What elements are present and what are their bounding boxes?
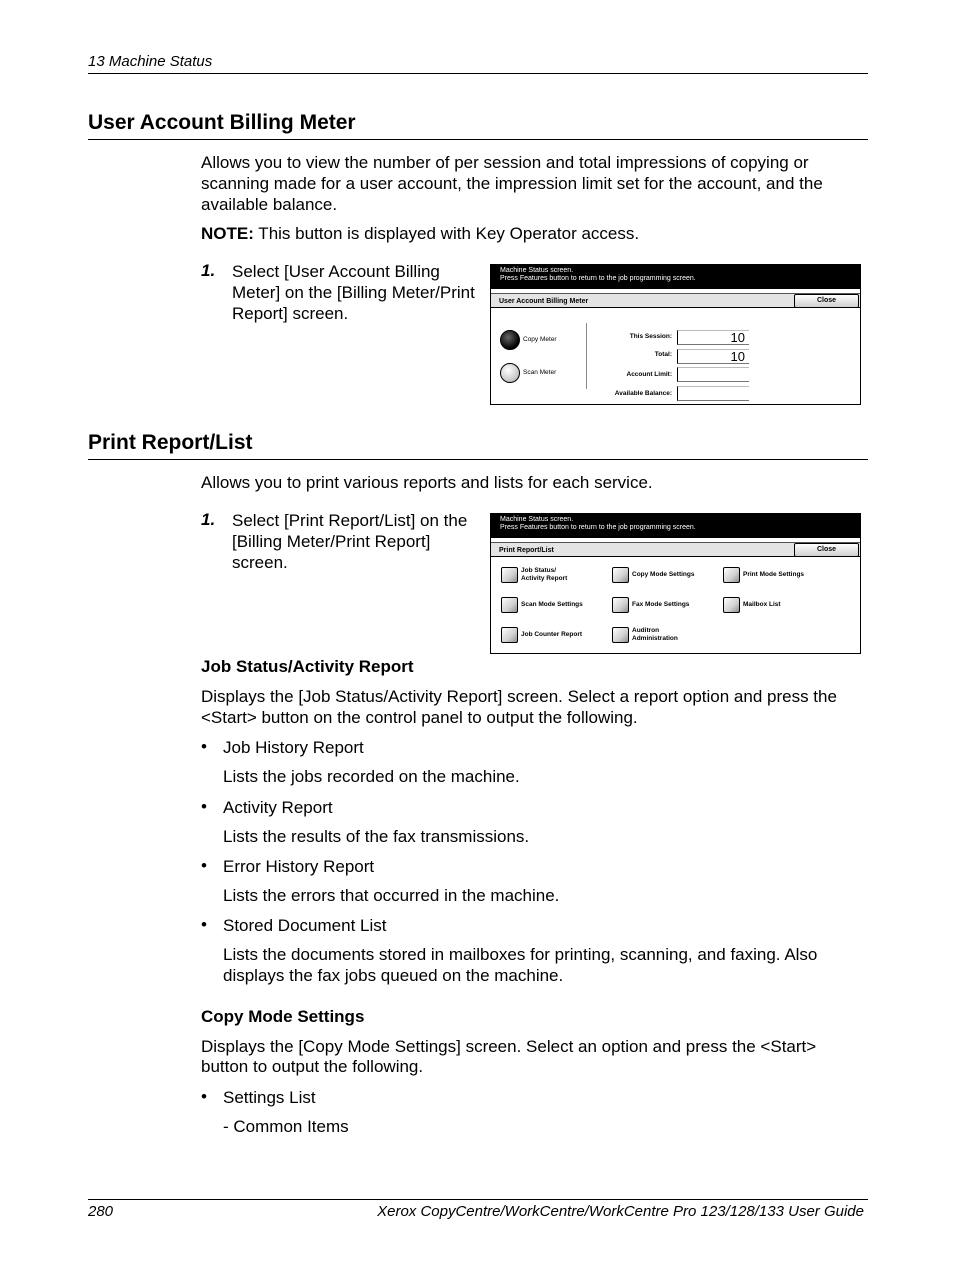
screen-message-line: Press Features button to return to the job programming screen. — [500, 275, 696, 282]
subheading-copy-mode: Copy Mode Settings — [201, 1007, 365, 1026]
step-text-line: screen. — [232, 553, 288, 572]
bullet-desc: Lists the errors that occurred in the machine. — [223, 886, 560, 905]
this-session-label: This Session: — [629, 333, 672, 340]
auditron-administration-label: Auditron Administration — [632, 627, 678, 642]
screen-title: User Account Billing Meter — [491, 293, 860, 308]
fax-mode-settings-label: Fax Mode Settings — [632, 601, 690, 608]
step-text-line: Select [User Account Billing — [232, 262, 440, 281]
total-value: 10 — [677, 349, 749, 364]
bullet-desc: Lists the results of the fax transmissions. — [223, 827, 530, 846]
header-rule — [88, 73, 868, 74]
bullet-desc: Lists the documents stored in mailboxes for printing, scanning, and faxing. Also — [223, 945, 818, 964]
bullet-dot: • — [201, 797, 207, 816]
close-button[interactable]: Close — [794, 294, 859, 308]
total-label: Total: — [654, 351, 672, 358]
step-text-line: [Billing Meter/Print Report] — [232, 532, 431, 551]
screen-message-line: Machine Status screen. — [500, 516, 574, 523]
page-number: 280 — [88, 1203, 114, 1220]
account-limit-value — [677, 367, 749, 382]
copy-meter-label: Copy Meter — [523, 336, 557, 343]
scan-mode-settings-label: Scan Mode Settings — [521, 601, 583, 608]
bullet-title: Stored Document List — [223, 916, 387, 935]
guide-title: Xerox CopyCentre/WorkCentre/WorkCentre Pro 123/128/133 User Guide — [377, 1203, 864, 1220]
bullet-title: Settings List — [223, 1088, 316, 1107]
available-balance-value — [677, 386, 749, 401]
print-report-intro: Allows you to print various reports and lists for each service. — [201, 473, 653, 492]
section-heading-print-report: Print Report/List — [88, 431, 253, 454]
job-counter-report-label: Job Counter Report — [521, 631, 583, 638]
scan-meter-label: Scan Meter — [523, 369, 557, 376]
section-rule — [88, 459, 868, 460]
step-number: 1. — [201, 261, 216, 280]
bullet-dot: • — [201, 856, 207, 875]
billing-meter-screen — [490, 264, 861, 405]
scan-mode-settings-button[interactable] — [501, 597, 518, 613]
copy-mode-settings-button[interactable] — [612, 567, 629, 583]
mailbox-list-label: Mailbox List — [743, 601, 781, 608]
copy-mode-desc-line: button to output the following. — [201, 1057, 424, 1076]
billing-intro-line: Allows you to view the number of per session and total impressions of copying or — [201, 153, 809, 172]
billing-intro-line: available balance. — [201, 195, 338, 214]
billing-intro-line: scanning made for a user account, the impression limit set for the account, and the — [201, 174, 823, 193]
copy-mode-desc-line: Displays the [Copy Mode Settings] screen. Select an option and press the <Start> — [201, 1037, 817, 1056]
screen-message-line: Press Features button to return to the job programming screen. — [500, 524, 696, 531]
bullet-desc: Lists the jobs recorded on the machine. — [223, 767, 520, 786]
job-status-desc-line: Displays the [Job Status/Activity Report] screen. Select a report option and press the — [201, 687, 837, 706]
running-header: 13 Machine Status — [88, 53, 213, 70]
section-rule — [88, 139, 868, 140]
job-status-report-button[interactable] — [501, 567, 518, 583]
job-status-desc-line: <Start> button on the control panel to output the following. — [201, 708, 638, 727]
mailbox-list-button[interactable] — [723, 597, 740, 613]
bullet-dot: • — [201, 737, 207, 756]
sub-item: - Common Items — [223, 1117, 349, 1136]
account-limit-label: Account Limit: — [626, 371, 672, 378]
screen-message-bar — [491, 265, 860, 289]
note-text: This button is displayed with Key Operator access. — [253, 224, 640, 243]
bullet-title: Error History Report — [223, 857, 375, 876]
job-status-report-label: Job Status/ Activity Report — [521, 567, 568, 582]
step-number: 1. — [201, 510, 216, 529]
bullet-desc: displays the fax jobs queued on the machine. — [223, 966, 564, 985]
step-text-line: Meter] on the [Billing Meter/Print — [232, 283, 475, 302]
copy-meter-radio[interactable] — [500, 330, 520, 350]
this-session-value: 10 — [677, 330, 749, 345]
bullet-title: Activity Report — [223, 798, 333, 817]
print-mode-settings-button[interactable] — [723, 567, 740, 583]
footer-rule — [88, 1199, 868, 1200]
available-balance-label: Available Balance: — [614, 390, 672, 397]
note-label: NOTE: — [201, 224, 254, 243]
subheading-job-status: Job Status/Activity Report — [201, 657, 414, 676]
copy-mode-settings-label: Copy Mode Settings — [632, 571, 695, 578]
auditron-administration-button[interactable] — [612, 627, 629, 643]
print-report-screen — [490, 513, 861, 654]
note-paragraph — [201, 223, 639, 244]
screen-title: Print Report/List — [491, 542, 860, 557]
job-counter-report-button[interactable] — [501, 627, 518, 643]
scan-meter-radio[interactable] — [500, 363, 520, 383]
step-text-line: Select [Print Report/List] on the — [232, 511, 468, 530]
step-text-line: Report] screen. — [232, 304, 349, 323]
divider — [586, 323, 587, 389]
screen-message-line: Machine Status screen. — [500, 267, 574, 274]
fax-mode-settings-button[interactable] — [612, 597, 629, 613]
bullet-dot: • — [201, 915, 207, 934]
bullet-dot: • — [201, 1087, 207, 1106]
bullet-title: Job History Report — [223, 738, 364, 757]
section-heading-billing-meter: User Account Billing Meter — [88, 111, 356, 134]
print-mode-settings-label: Print Mode Settings — [743, 571, 805, 578]
close-button[interactable]: Close — [794, 543, 859, 557]
screen-message-bar — [491, 514, 860, 538]
